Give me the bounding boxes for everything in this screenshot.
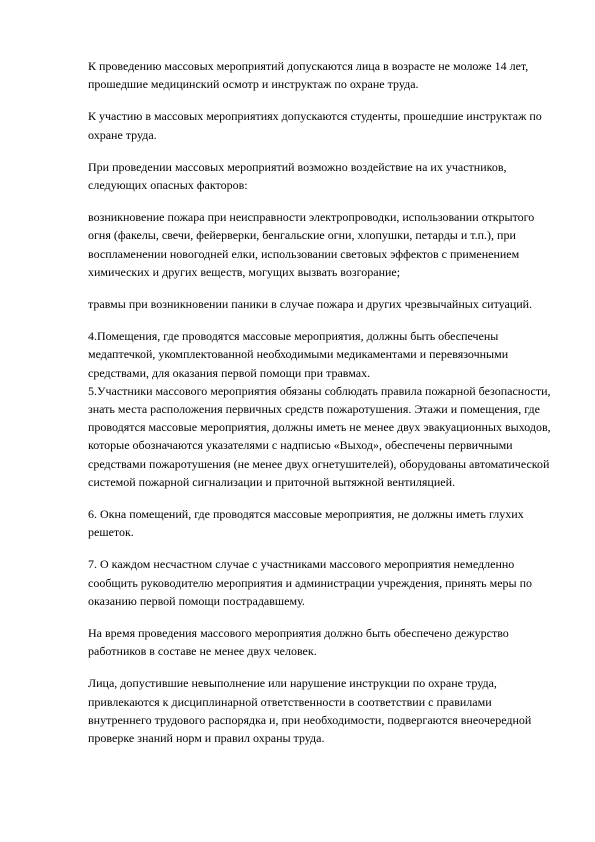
paragraph-hazard-injury: травмы при возникновении паники в случае пожара и других чрезвычайных ситуаций. xyxy=(88,297,533,312)
paragraph-hazard-fire: возникновение пожара при неисправности электропроводки, использовании открытого огня (факелы, свечи, фейерверки, бенгальские огни, хлопушки, петарды и т.п.), при воспламенении новогодней елки, использовании световых эффектов с применением химических и других веществ, могущих вызвать возгорание; xyxy=(88,210,535,279)
paragraph-admission-age: К проведению массовых мероприятий допускаются лица в возрасте не моложе 14 лет, прошедшие медицинский осмотр и инструктаж по охране труда. xyxy=(88,59,529,92)
paragraph-item-5-fire-safety: 5.Участники массового мероприятия обязаны соблюдать правила пожарной безопасности, знать места расположения первичных средств пожаротушения. Этажи и помещения, где проводятся массовые мероприятия, должны иметь не менее двух эвакуационных выходов, которые обозначаются указателями с надписью «Выход», обеспечены первичными средствами пожаротушения (не менее двух огнетушителей), оборудованы автоматической системой пожарной сигнализации и приточной вытяжной вентиляцией. xyxy=(88,383,551,489)
paragraph-item-4-first-aid: 4.Помещения, где проводятся массовые мероприятия, должны быть обеспечены медаптечкой, укомплектованной необходимыми медикаментами и перевязочными средствами, для оказания первой помощи при травмах. xyxy=(88,329,509,380)
document-body xyxy=(88,57,558,761)
paragraph-hazard-intro: При проведении массовых мероприятий возможно воздействие на их участников, следующих опасных факторов: xyxy=(88,159,507,193)
paragraph-responsibility: Лица, допустившие невыполнение или нарушение инструкции по охране труда, привлекаются к дисциплинарной ответственности в соответствии с правилами внутреннего трудового распорядка и, при необходимости, подвергаются внеочередной проверке знаний норм и правил охраны труда. xyxy=(88,676,532,746)
paragraph-duty-staff: На время проведения массового мероприятия должно быть обеспечено дежурство работников в составе не менее двух человек. xyxy=(88,626,509,659)
paragraph-item-7-accidents: 7. О каждом несчастном случае с участниками массового мероприятия немедленно сообщить руководителю мероприятия и администрации учреждения, принять меры по оказанию первой помощи пострадавшему. xyxy=(88,557,533,608)
paragraph-admission-students: К участию в массовых мероприятиях допускаются студенты, прошедшие инструктаж по охране труда. xyxy=(88,109,542,142)
paragraph-item-6-windows: 6. Окна помещений, где проводятся массовые мероприятия, не должны иметь глухих решеток. xyxy=(88,507,524,540)
